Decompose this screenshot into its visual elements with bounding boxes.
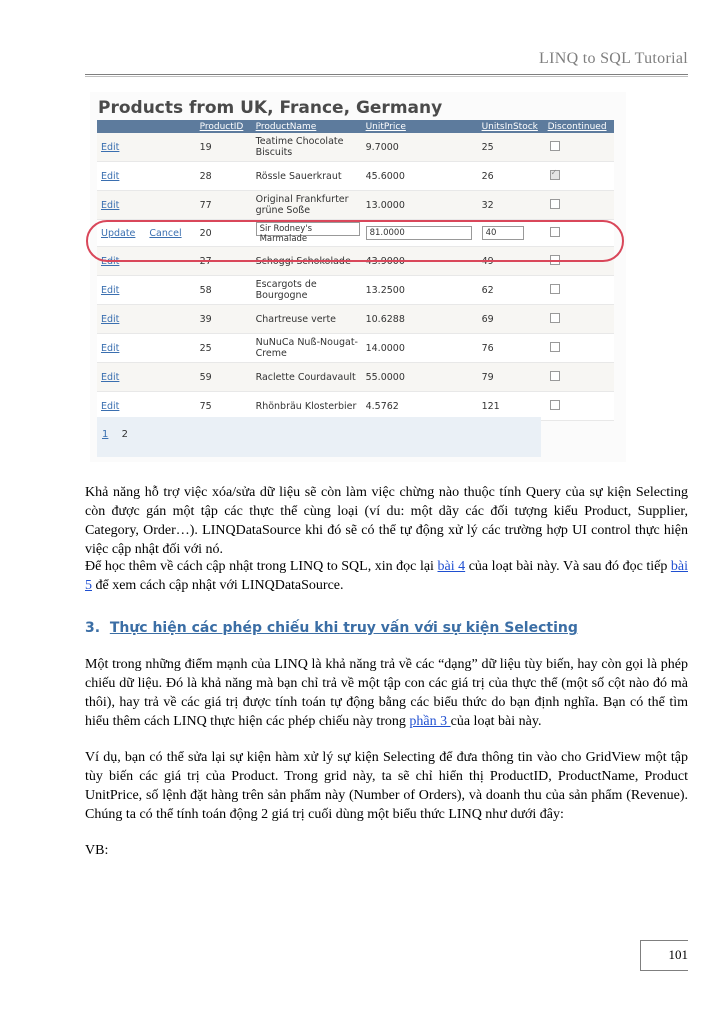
highlight-oval: [86, 220, 624, 262]
cell-productid: 59: [196, 363, 252, 392]
p2-text-c: để xem cách cập nhật với LINQDataSource.: [92, 578, 344, 593]
grid-header-productid[interactable]: ProductID: [196, 120, 252, 133]
discontinued-checkbox: [550, 284, 560, 294]
grid-header-discontinued[interactable]: Discontinued: [544, 120, 614, 133]
row-actions: [97, 334, 196, 363]
cell-unitprice: 14.0000: [362, 334, 478, 363]
cell-unitsinstock: 69: [478, 305, 544, 334]
grid-header-productname[interactable]: ProductName: [252, 120, 362, 133]
discontinued-checkbox: [550, 342, 560, 352]
update-link[interactable]: Update: [101, 227, 136, 239]
products-grid: [97, 120, 614, 421]
cell-productid: 39: [196, 305, 252, 334]
cell-productid: 77: [196, 191, 252, 220]
discontinued-checkbox: [550, 170, 560, 180]
cell-discontinued: [544, 334, 614, 363]
row-actions: [97, 191, 196, 220]
gridview-screenshot: [90, 92, 626, 462]
edit-link[interactable]: Edit: [101, 313, 120, 325]
cell-unitsinstock: 79: [478, 363, 544, 392]
cell-discontinued: [544, 162, 614, 191]
edit-link[interactable]: Edit: [101, 141, 120, 153]
table-row: [97, 276, 614, 305]
edit-link[interactable]: Edit: [101, 255, 120, 267]
table-row: [97, 191, 614, 220]
discontinued-checkbox: [550, 313, 560, 323]
page-number-rule-left: [640, 940, 641, 970]
cell-productname: Rössle Sauerkraut: [252, 162, 362, 191]
header-rule-secondary: [85, 76, 688, 77]
table-row: [97, 162, 614, 191]
pager-bar: [97, 417, 541, 457]
cell-productid: 28: [196, 162, 252, 191]
heading-text: Thực hiện các phép chiếu khi truy vấn với sự kiện Selecting: [109, 620, 578, 636]
link-phan-3[interactable]: phần 3: [409, 714, 451, 729]
cell-productid: 58: [196, 276, 252, 305]
page-header-title: LINQ to SQL Tutorial: [539, 50, 688, 67]
grid-header-unitsinstock[interactable]: UnitsInStock: [478, 120, 544, 133]
heading-number: 3.: [85, 620, 101, 636]
cell-productname: Teatime Chocolate Biscuits: [252, 133, 362, 162]
cell-discontinued: [544, 305, 614, 334]
grid-header-unitprice[interactable]: UnitPrice: [362, 120, 478, 133]
cell-productname: NuNuCa Nuß-Nougat-Creme: [252, 334, 362, 363]
cell-unitsinstock: 121: [478, 392, 544, 421]
row-actions: [97, 162, 196, 191]
pager: [102, 429, 138, 440]
cell-productname: Schoggi Schokolade: [252, 247, 362, 276]
table-row: [97, 133, 614, 162]
page-number-rule-bottom: [640, 970, 688, 971]
cell-discontinued: [544, 392, 614, 421]
row-actions: [97, 133, 196, 162]
header-rule: [85, 74, 688, 75]
link-bai-4[interactable]: bài 4: [437, 559, 466, 574]
edit-link[interactable]: Edit: [101, 170, 120, 182]
edit-link[interactable]: Edit: [101, 199, 120, 211]
pager-page-2[interactable]: 2: [121, 429, 128, 440]
cell-unitsinstock: 62: [478, 276, 544, 305]
discontinued-checkbox: [550, 199, 560, 209]
cell-unitprice: 13.0000: [362, 191, 478, 220]
cell-productname: Chartreuse verte: [252, 305, 362, 334]
page-number: 101: [668, 947, 688, 962]
paragraph-example: Ví dụ, bạn có thể sửa lại sự kiện hàm xử lý sự kiện Selecting để đưa thông tin vào cho GridView một tập tùy biến các giá trị của Product. Trong grid này, ta sẽ chỉ hiển thị ProductID, ProductName, Product UnitPrice, số lệnh đặt hàng trên sản phẩm này (Number of Orders), và doanh thu của sản phẩm (Revenue). Chúng ta có thể tính toán động 2 giá trị cuối dùng một biểu thức LINQ như dưới đây:: [85, 750, 688, 822]
cell-productname: Rhönbräu Klosterbier: [252, 392, 362, 421]
cell-productname: Escargots de Bourgogne: [252, 276, 362, 305]
unitprice-input[interactable]: 81.0000: [366, 226, 472, 240]
paragraph-projections: [85, 655, 688, 731]
pager-page-1[interactable]: 1: [102, 429, 109, 440]
row-actions: [97, 363, 196, 392]
cell-discontinued: [544, 276, 614, 305]
cell-unitsinstock: 76: [478, 334, 544, 363]
table-row: [97, 305, 614, 334]
cell-unitsinstock: 26: [478, 162, 544, 191]
cell-unitprice: 4.5762: [362, 392, 478, 421]
cell-productid: 19: [196, 133, 252, 162]
link-bai-5[interactable]: bài 5: [85, 559, 688, 593]
cell-productname: Original Frankfurter grüne Soße: [252, 191, 362, 220]
p3-text-a: Một trong những điểm mạnh của LINQ là khả năng trả về các “dạng” dữ liệu tùy biến, hay còn gọi là phép chiếu dữ liệu. Đó là khả năng mà bạn chỉ trả về một tập con các giá trị của thực thể (một số cột nào đó mà thôi), hay trả về các giá trị được tính toán tự động bằng các biểu thức do bạn định nghĩa. Bạn có thể tìm hiểu thêm cách LINQ thực hiện các phép chiếu này trong: [85, 657, 688, 729]
table-row: [97, 334, 614, 363]
cell-productid: 20: [196, 220, 252, 247]
grid-header-row: [97, 120, 614, 133]
unitsinstock-input[interactable]: 40: [482, 226, 524, 240]
edit-link[interactable]: Edit: [101, 371, 120, 383]
cell-discontinued: [544, 133, 614, 162]
row-actions: [97, 305, 196, 334]
cell-unitsinstock: 32: [478, 191, 544, 220]
edit-link[interactable]: Edit: [101, 284, 120, 296]
cell-productname: Raclette Courdavault: [252, 363, 362, 392]
paragraph-learn-more: [85, 557, 688, 595]
discontinued-checkbox: [550, 371, 560, 381]
section-heading-3: [85, 620, 688, 636]
edit-link[interactable]: Edit: [101, 342, 120, 354]
cell-unitprice: 10.6288: [362, 305, 478, 334]
table-row: [97, 363, 614, 392]
figure-title: Products from UK, France, Germany: [98, 98, 443, 118]
cell-unitprice: 55.0000: [362, 363, 478, 392]
cancel-link[interactable]: Cancel: [149, 227, 182, 239]
cell-unitprice: 43.9000: [362, 247, 478, 276]
discontinued-checkbox: [550, 141, 560, 151]
cell-unitprice: 13.2500: [362, 276, 478, 305]
paragraph-delete-update: Khả năng hỗ trợ việc xóa/sửa dữ liệu sẽ còn làm việc chừng nào thuộc tính Query của sự kiện Selecting còn được gán một tập các thực thể cùng loại (ví du: một dãy các đối tượng kiểu Product, Supplier, Category, Order…). LINQDataSource khi đó sẽ có thể tự động xử lý các trường hợp UI control thực hiện việc cập nhật đối với nó.: [85, 485, 688, 557]
paragraph-vb-label: VB:: [85, 843, 109, 858]
p3-text-b: của loạt bài này.: [450, 714, 542, 729]
cell-productid: 27: [196, 247, 252, 276]
grid-header-blank: [97, 120, 196, 133]
cell-discontinued: [544, 191, 614, 220]
discontinued-checkbox: [550, 400, 560, 410]
p2-text-b: của loạt bài này. Và sau đó đọc tiếp: [465, 559, 671, 574]
page-number-rule-top: [640, 940, 688, 941]
productname-input[interactable]: Sir Rodney's Marmalade: [256, 222, 360, 236]
grid-body: [97, 133, 614, 421]
edit-link[interactable]: Edit: [101, 400, 120, 412]
cell-discontinued: [544, 363, 614, 392]
cell-unitsinstock: 25: [478, 133, 544, 162]
cell-unitsinstock: 49: [478, 247, 544, 276]
cell-productid: 75: [196, 392, 252, 421]
cell-unitprice: 45.6000: [362, 162, 478, 191]
row-actions: [97, 276, 196, 305]
p2-text-a: Để học thêm về cách cập nhật trong LINQ to SQL, xin đọc lại: [85, 559, 438, 574]
cell-productid: 25: [196, 334, 252, 363]
cell-unitprice: 9.7000: [362, 133, 478, 162]
